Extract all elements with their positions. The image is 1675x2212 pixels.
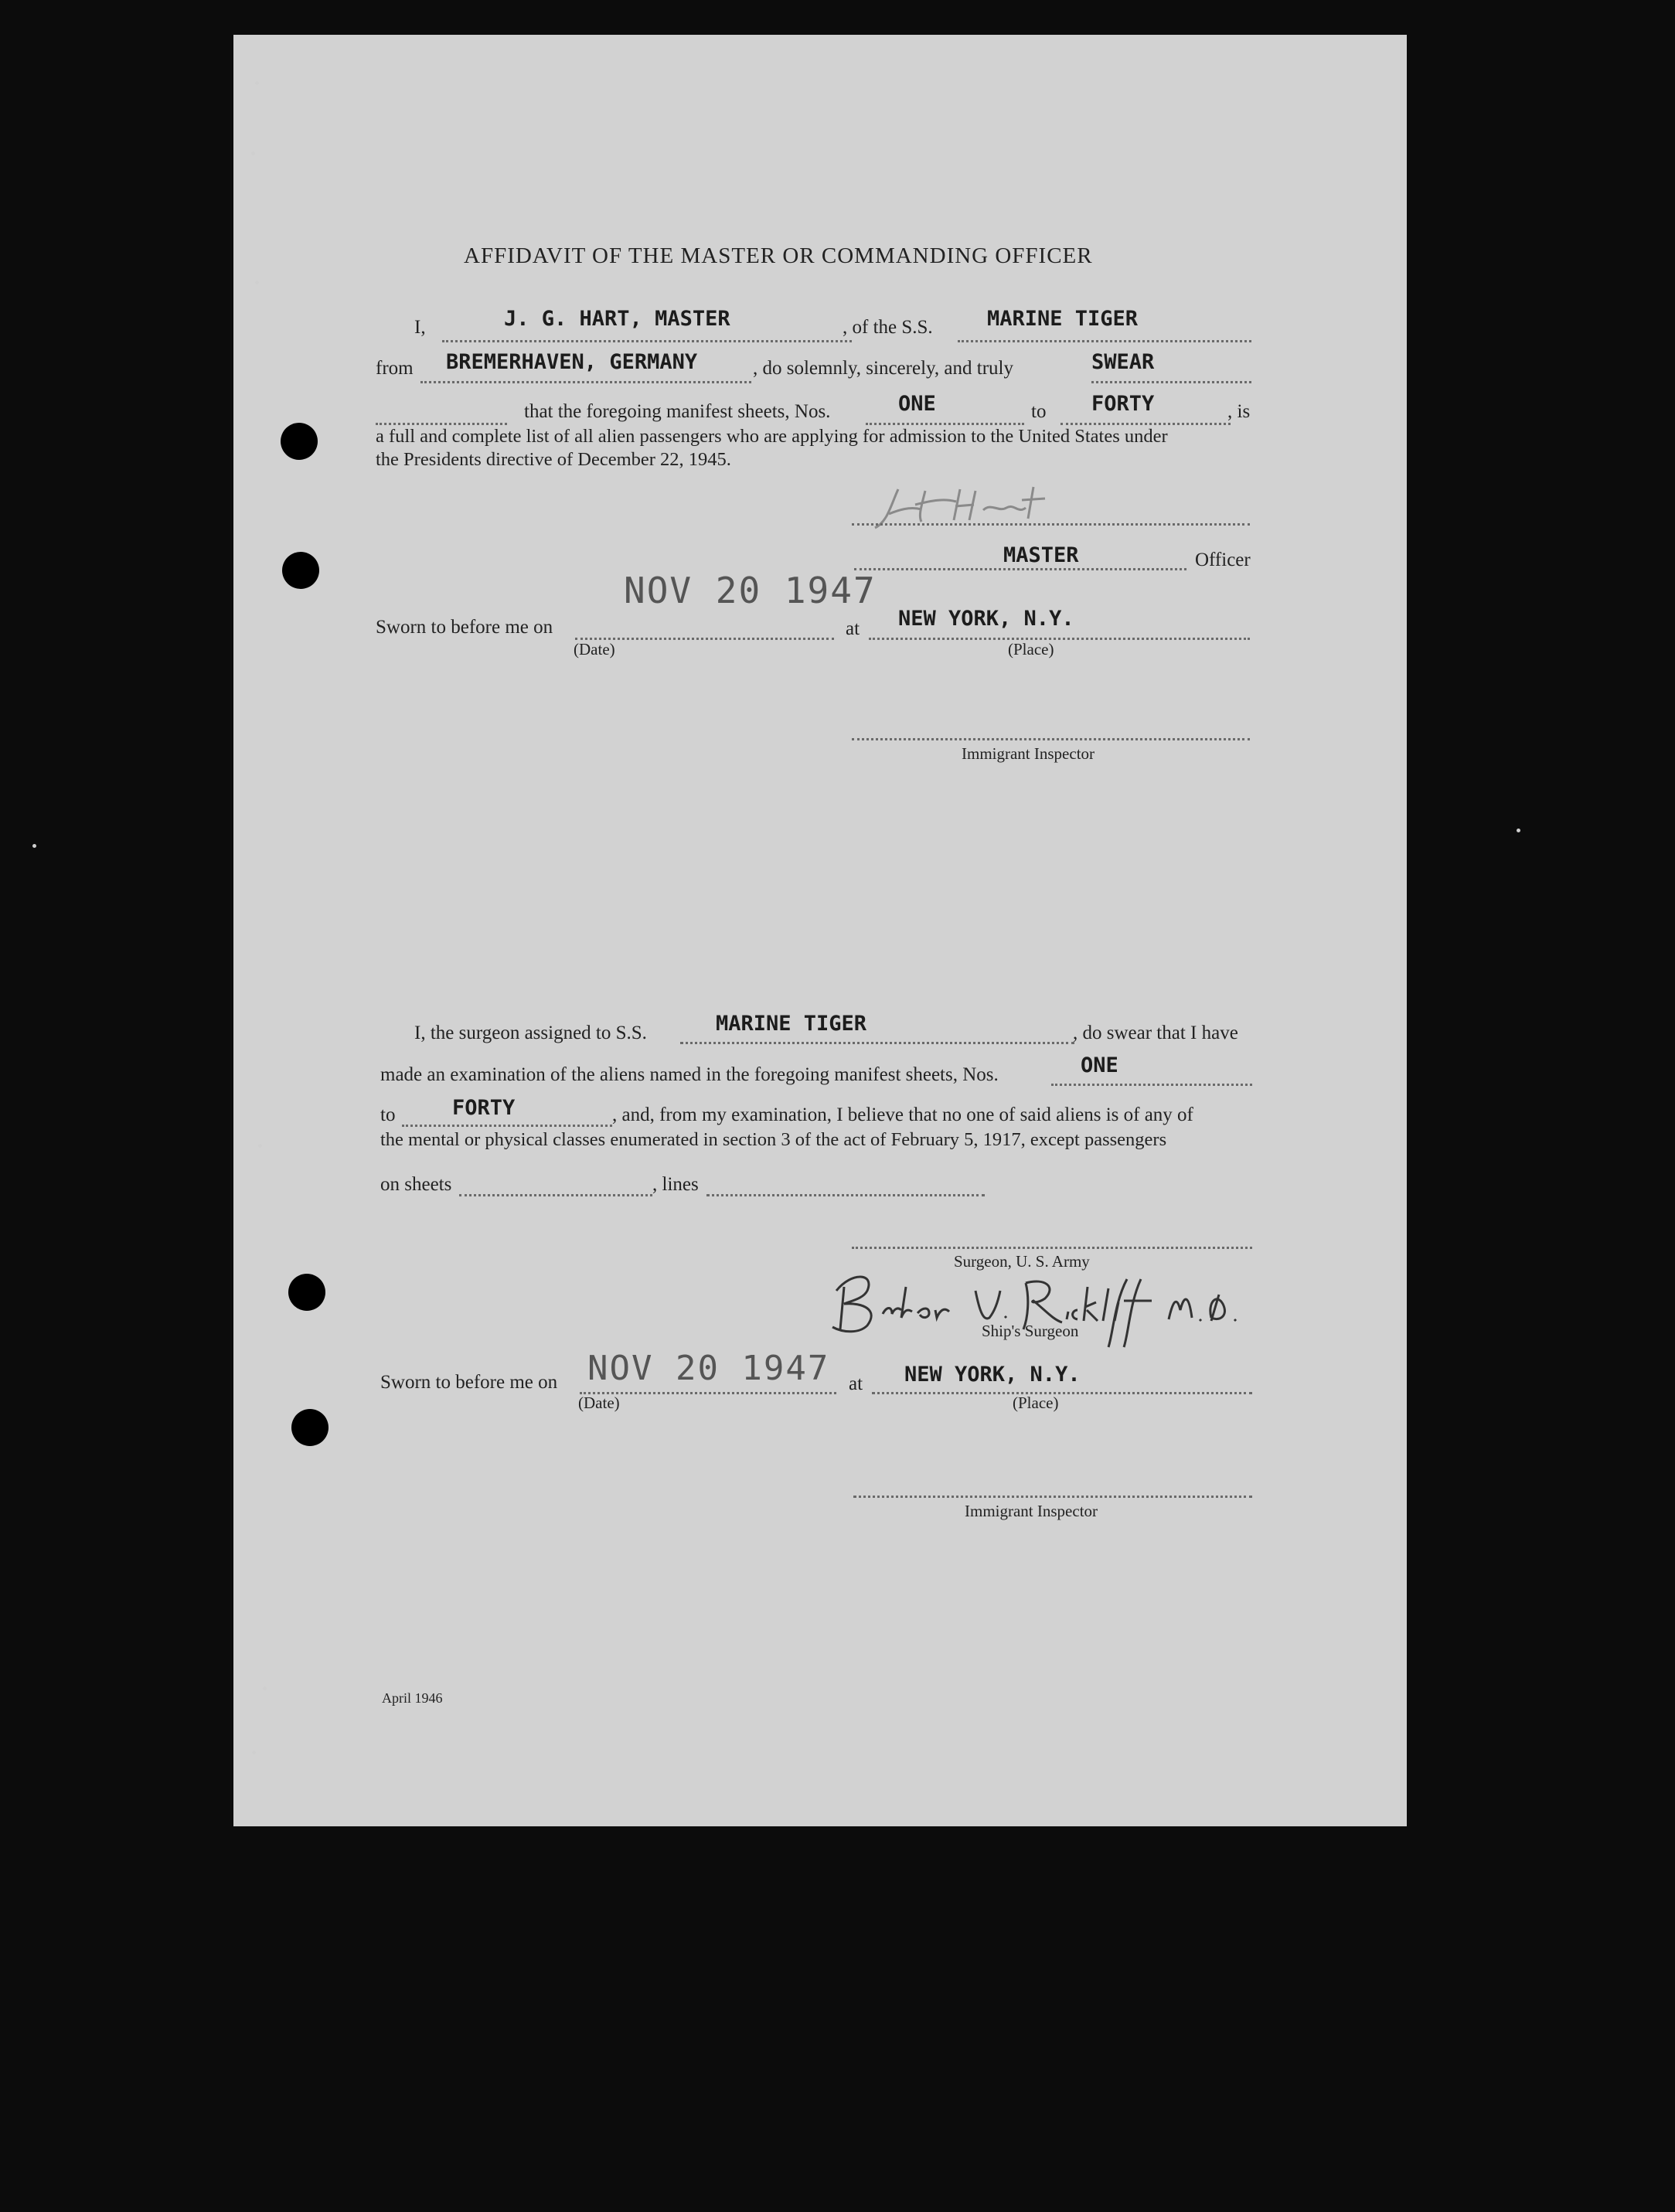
punch-hole-3 (288, 1274, 325, 1311)
inspector-line-2 (853, 1496, 1252, 1498)
surgeon-sheet-to-line (402, 1125, 612, 1127)
lines-line (706, 1194, 985, 1196)
lines-label: , lines (652, 1174, 699, 1195)
master-line-2: a full and complete list of all alien passengers who are applying for admission to the United States under (376, 426, 1168, 447)
master-line-3: the Presidents directive of December 22, 1945. (376, 449, 731, 470)
surgeon-intro: I, the surgeon assigned to S.S. (414, 1023, 647, 1043)
speck (252, 1751, 256, 1754)
speck (255, 281, 259, 284)
oath-cont-line (376, 423, 507, 425)
speck (1517, 829, 1520, 832)
inspector-label-2: Immigrant Inspector (965, 1502, 1098, 1520)
form-date: April 1946 (382, 1690, 443, 1706)
master-place: NEW YORK, N.Y. (898, 607, 1074, 631)
surgeon-line-4: the mental or physical classes enumerated in section 3 of the act of February 5, 1917, except passengers (380, 1129, 1167, 1150)
inspector-label-1: Immigrant Inspector (962, 744, 1095, 763)
surgeon-place: NEW YORK, N.Y. (904, 1363, 1081, 1387)
master-sheet-to: FORTY (1091, 392, 1155, 416)
surgeon-ship-line (680, 1042, 1074, 1044)
sheet-from-line (866, 423, 1024, 425)
surgeon-date-stamp: NOV 20 1947 (587, 1349, 830, 1388)
army-line (852, 1247, 1252, 1249)
of-ss-label: , of the S.S. (843, 317, 933, 338)
is-label: , is (1227, 401, 1251, 422)
surgeon-sheet-to: FORTY (452, 1096, 516, 1120)
master-signature (867, 468, 1068, 537)
inspector-line-1 (852, 738, 1250, 740)
master-intro: I, (414, 317, 426, 338)
sworn-label-2: Sworn to before me on (380, 1372, 558, 1393)
at-label-2: at (849, 1373, 863, 1394)
speck (251, 151, 255, 155)
place-line-1 (869, 638, 1250, 640)
place-caption-1: (Place) (1008, 640, 1054, 658)
do-solemnly-label: , do solemnly, sincerely, and truly (753, 358, 1013, 379)
army-label: Surgeon, U. S. Army (954, 1252, 1090, 1271)
master-port: BREMERHAVEN, GERMANY (446, 350, 698, 374)
foregoing-label: that the foregoing manifest sheets, Nos. (524, 401, 831, 422)
punch-hole-1 (281, 423, 318, 460)
master-oath: SWEAR (1091, 350, 1155, 374)
surgeon-sheet-from-line (1051, 1084, 1252, 1086)
swear-label: , do swear that I have (1073, 1023, 1238, 1043)
from-label: from (376, 358, 414, 379)
officer-line (854, 568, 1186, 570)
master-sheet-from: ONE (898, 392, 936, 416)
ships-surgeon-label: Ship's Surgeon (982, 1322, 1079, 1340)
surgeon-line-2: made an examination of the aliens named in the foregoing manifest sheets, Nos. (380, 1064, 999, 1085)
document-title: AFFIDAVIT OF THE MASTER OR COMMANDING OFFICER (464, 243, 1093, 268)
sworn-label-1: Sworn to before me on (376, 617, 553, 638)
surgeon-to-label: to (380, 1104, 396, 1125)
ship-line (958, 340, 1251, 342)
surgeon-line-3: , and, from my examination, I believe that no one of said aliens is of any of (612, 1104, 1193, 1125)
date-caption-1: (Date) (574, 640, 615, 658)
to-label: to (1031, 401, 1047, 422)
punch-hole-2 (282, 552, 319, 589)
speck (263, 1686, 267, 1690)
place-line-2 (872, 1392, 1252, 1394)
at-label-1: at (846, 618, 860, 639)
master-ship: MARINE TIGER (987, 307, 1139, 331)
master-signature-title: MASTER (1003, 543, 1079, 567)
document-page (233, 35, 1407, 1826)
master-signature-line (852, 523, 1250, 526)
surgeon-sheet-from: ONE (1081, 1053, 1118, 1077)
place-caption-2: (Place) (1013, 1394, 1059, 1412)
on-sheets-label: on sheets (380, 1174, 452, 1195)
speck (258, 1144, 262, 1148)
port-line (420, 381, 751, 383)
officer-label: Officer (1195, 550, 1251, 570)
date-caption-2: (Date) (578, 1394, 620, 1412)
speck (255, 81, 259, 85)
oath-line (1091, 381, 1251, 383)
master-date-stamp: NOV 20 1947 (624, 570, 877, 611)
sheet-to-line (1060, 423, 1231, 425)
speck (32, 844, 36, 848)
on-sheets-line (459, 1194, 652, 1196)
surgeon-ship: MARINE TIGER (716, 1012, 867, 1036)
master-name: J. G. HART, MASTER (504, 307, 730, 331)
master-name-line (442, 340, 852, 342)
punch-hole-4 (291, 1409, 329, 1446)
